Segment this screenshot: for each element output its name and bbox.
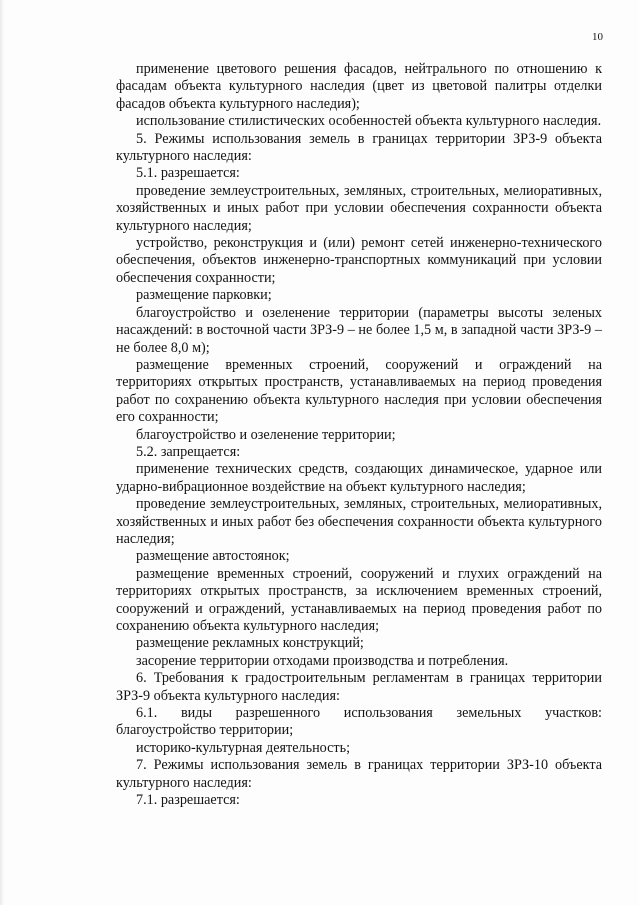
paragraph: размещение рекламных конструкций;: [136, 635, 364, 652]
paragraph: применение технических средств, создающих динамическое, ударное или ударно-вибрационное воздействие на объект культурного наследия;: [116, 461, 602, 495]
paragraph: проведение землеустроительных, земляных, строительных, мелиоративных, хозяйственных и иных работ при условии обеспечения сохранности объекта культурного наследия;: [116, 182, 602, 234]
paragraph: размещение временных строений, сооружений и глухих ограждений на территориях открытых пространств, за исключением временных строений, сооружений и ограждений, устанавливаемых на период проведения работ по сохранению объекта культурного наследия;: [116, 565, 602, 634]
section-heading: 5. Режимы использования земель в границах территории ЗРЗ-9 объекта культурного наследия:: [116, 130, 602, 165]
page-number: 10: [592, 31, 603, 43]
document-body: [116, 61, 602, 809]
subsection-heading: 5.1. разрешается:: [136, 165, 240, 182]
paragraph: историко-культурная деятельность;: [136, 739, 351, 756]
paragraph: размещение автостоянок;: [136, 548, 290, 565]
paragraph: благоустройство и озеленение территории;: [136, 426, 396, 443]
section-heading: 6. Требования к градостроительным регламентам в границах территории ЗРЗ-9 объекта культурного наследия:: [116, 670, 602, 704]
paragraph: проведение землеустроительных, земляных, строительных, мелиоративных, хозяйственных и иных работ без обеспечения сохранности объекта культурного наследия;: [116, 496, 602, 547]
paragraph: засорение территории отходами производства и потребления.: [136, 652, 509, 669]
scan-edge-shadow: [0, 0, 4, 905]
paragraph: устройство, реконструкция и (или) ремонт сетей инженерно-технического обеспечения, объектов инженерно-транспортных коммуникаций при условии обеспечения сохранности;: [116, 235, 602, 286]
subsection-heading: 7.1. разрешается:: [136, 792, 240, 809]
paragraph: благоустройство и озеленение территории (параметры высоты зеленых насаждений: в восточной части ЗРЗ-9 – не более 1,5 м, в западной части ЗРЗ-9 – не более 8,0 м);: [116, 304, 602, 356]
paragraph: 6.1. виды разрешенного использования земельных участков: благоустройство территории;: [116, 705, 602, 739]
section-heading: 7. Режимы использования земель в границах территории ЗРЗ-10 объекта культурного наследия:: [116, 757, 602, 791]
paragraph: использование стилистических особенностей объекта культурного наследия.: [136, 113, 602, 130]
paragraph: размещение парковки;: [136, 287, 272, 304]
subsection-heading: 5.2. запрещается:: [136, 443, 241, 460]
paragraph: размещение временных строений, сооружений и ограждений на территориях открытых пространств, устанавливаемых на период проведения работ по сохранению объекта культурного наследия при условии обеспечения его сохранности;: [116, 356, 602, 426]
paragraph: применение цветового решения фасадов, нейтрального по отношению к фасадам объекта культурного наследия (цвет из цветовой палитры отделки фасадов объекта культурного наследия);: [116, 61, 602, 112]
